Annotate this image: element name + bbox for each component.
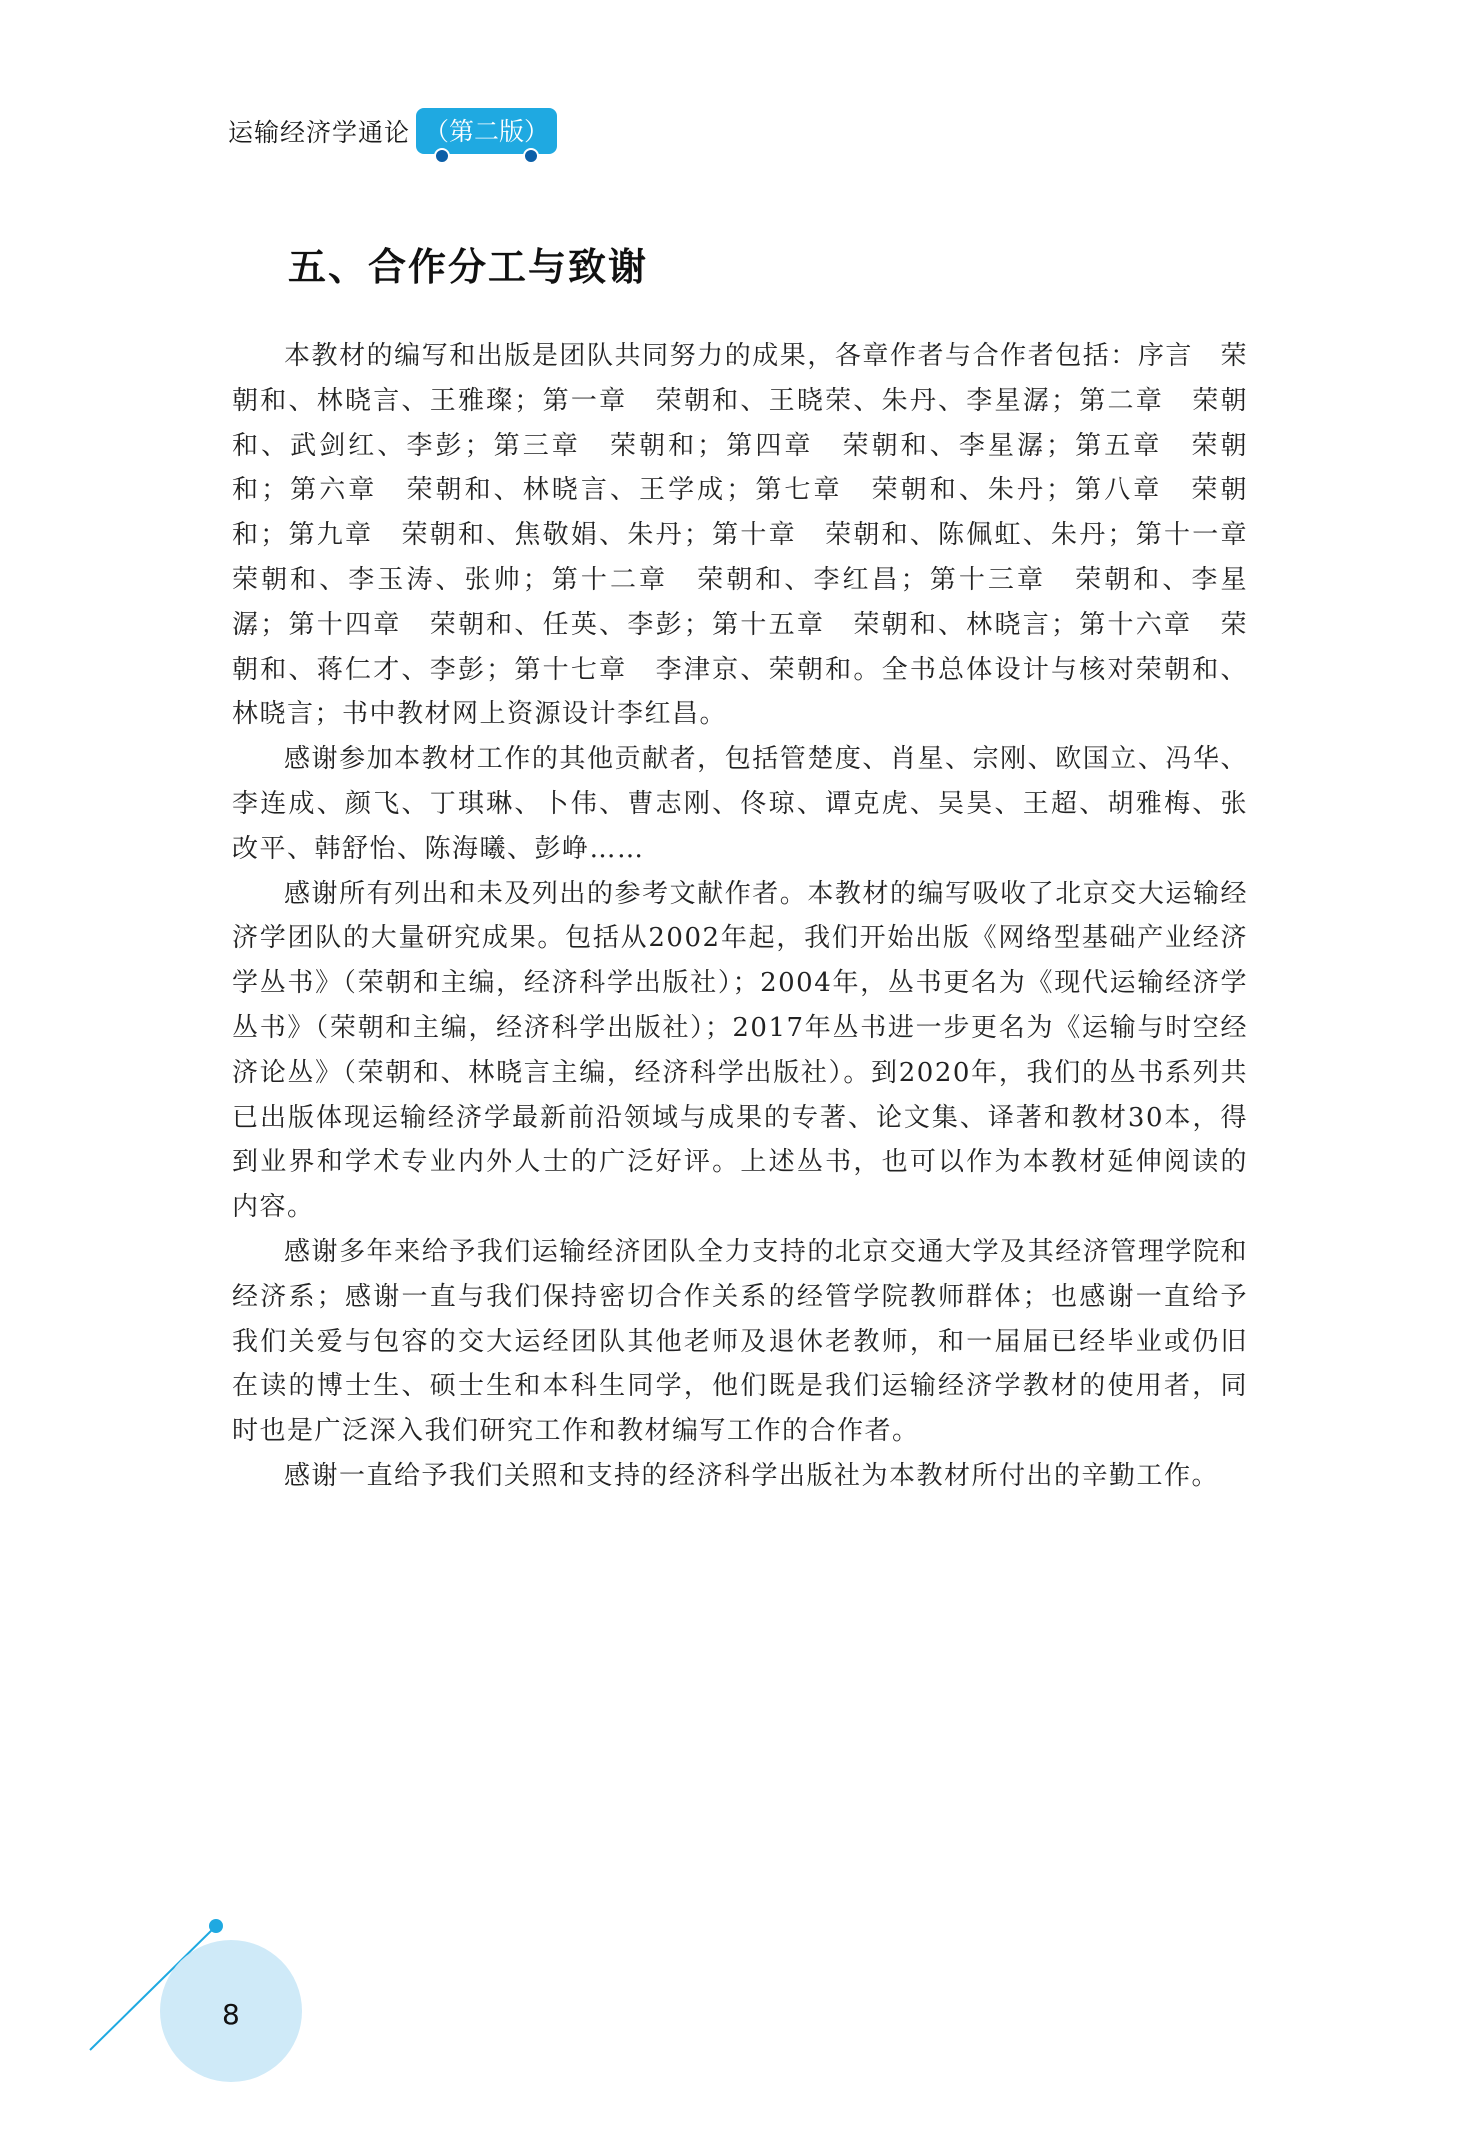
paragraph-authors: 本教材的编写和出版是团队共同努力的成果，各章作者与合作者包括：序言 荣朝和、林晓言、王雅璨；第一章 荣朝和、王晓荣、朱丹、李星潺；第二章 荣朝和、武剑红、李彭；第三章 荣朝和；第四章 荣朝和、李星潺；第五章 荣朝和；第六章 荣朝和、林晓言、王学成；第七章 荣朝和、朱丹；第八章 荣朝和；第九章 荣朝和、焦敬娟、朱丹；第十章 荣朝和、陈佩虹、朱丹；第十一章 荣朝和、李玉涛、张帅；第十二章 荣朝和、李红昌；第十三章 荣朝和、李星潺；第十四章 荣朝和、任英、李彭；第十五章 荣朝和、林晓言；第十六章 荣朝和、蒋仁才、李彭；第十七章 李津京、荣朝和。全书总体设计与核对荣朝和、林晓言；书中教材网上资源设计李红昌。 xyxy=(232,341,1276,730)
paragraph-university: 感谢多年来给予我们运输经济团队全力支持的北京交通大学及其经济管理学院和经济系；感谢一直与我们保持密切合作关系的经管学院教师群体；也感谢一直给予我们关爱与包容的交大运经团队其他老师及退休老教师，和一届届已经毕业或仍旧在读的博士生、硕士生和本科生同学，他们既是我们运输经济学教材的使用者，同时也是广泛深入我们研究工作和教材编写工作的合作者。 xyxy=(232,1236,1248,1447)
body-text xyxy=(232,334,1276,1499)
decorative-dot-icon xyxy=(209,1919,223,1933)
paragraph-references: 感谢所有列出和未及列出的参考文献作者。本教材的编写吸收了北京交大运输经济学团队的大量研究成果。包括从2002年起，我们开始出版《网络型基础产业经济学丛书》（荣朝和主编，经济科学出版社）；2004年，丛书更名为《现代运输经济学丛书》（荣朝和主编，经济科学出版社）；2017年丛书进一步更名为《运输与时空经济论丛》（荣朝和、林晓言主编，经济科学出版社）。到2020年，我们的丛书系列共已出版体现运输经济学最新前沿领域与成果的专著、论文集、译著和教材30本，得到业界和学术专业内外人士的广泛好评。上述丛书，也可以作为本教材延伸阅读的内容。 xyxy=(232,878,1248,1223)
edition-badge xyxy=(416,108,557,154)
running-header xyxy=(228,108,557,154)
page-number: 8 xyxy=(222,1998,240,2031)
badge-wheel-icon xyxy=(434,148,450,164)
paragraph-publisher: 感谢一直给予我们关照和支持的经济科学出版社为本教材所付出的辛勤工作。 xyxy=(284,1460,1220,1491)
paragraph-contributors: 感谢参加本教材工作的其他贡献者，包括管楚度、肖星、宗刚、欧国立、冯华、李连成、颜飞、丁琪琳、卜伟、曹志刚、佟琼、谭克虎、吴昊、王超、胡雅梅、张改平、韩舒怡、陈海曦、彭峥…… xyxy=(232,744,1248,864)
badge-wheel-icon xyxy=(523,148,539,164)
section-heading: 五、合作分工与致谢 xyxy=(288,245,649,289)
book-title: 运输经济学通论 xyxy=(228,118,411,147)
edition-label: （第二版） xyxy=(424,117,550,146)
